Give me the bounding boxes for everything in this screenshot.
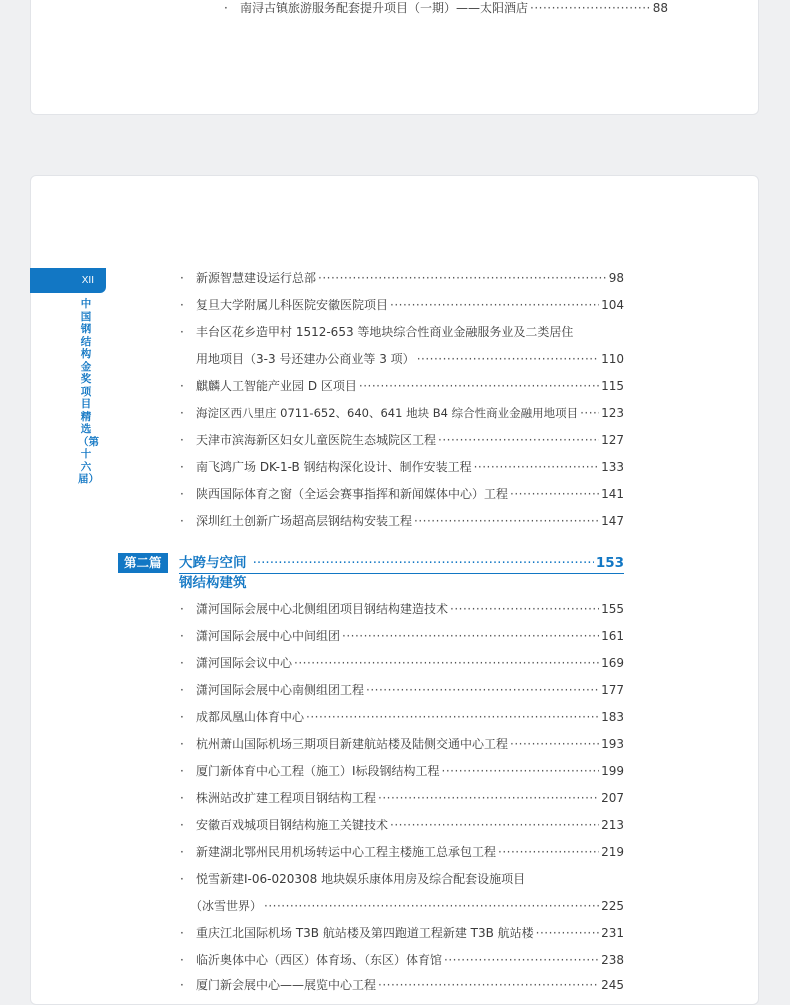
bullet-icon: ·: [180, 602, 184, 616]
bullet-icon: ·: [180, 379, 184, 393]
leader-dots: [264, 896, 599, 916]
bullet-icon: ·: [180, 683, 184, 697]
section-underline: [179, 573, 624, 574]
bullet-icon: ·: [180, 764, 184, 778]
toc-entry-title: 厦门新体育中心工程（施工）Ⅰ标段钢结构工程: [196, 764, 440, 778]
toc-entry[interactable]: [180, 295, 624, 315]
toc-entry[interactable]: [180, 761, 624, 781]
leader-dots: [438, 430, 599, 450]
toc-entry-page: 127: [601, 433, 624, 447]
toc-entry-title: 天津市滨海新区妇女儿童医院生态城院区工程: [196, 433, 437, 447]
toc-entry-page: 98: [608, 271, 624, 285]
toc-entry[interactable]: [180, 975, 624, 995]
toc-entry-title: 深圳红土创新广场超高层钢结构安装工程: [196, 514, 413, 528]
toc-entry-page: 199: [601, 764, 624, 778]
toc-entry-title: 南浔古镇旅游服务配套提升项目（一期）——太阳酒店: [240, 1, 529, 15]
leader-dots: [294, 653, 599, 673]
bullet-icon: ·: [180, 737, 184, 751]
bullet-icon: ·: [224, 1, 228, 15]
toc-entry-page: 177: [601, 683, 624, 697]
bullet-icon: ·: [180, 791, 184, 805]
toc-entry-page: 245: [601, 978, 624, 992]
toc-entry-title: 丰台区花乡造甲村 1512-653 等地块综合性商业金融服务业及二类居住: [196, 325, 574, 339]
bullet-icon: ·: [180, 978, 184, 992]
toc-entry[interactable]: [180, 599, 624, 619]
bullet-icon: ·: [180, 271, 184, 285]
toc-entry-title: 陕西国际体育之窗（全运会赛事指挥和新闻媒体中心）工程: [196, 487, 509, 501]
leader-dots: [414, 511, 599, 531]
toc-entry-page: 147: [601, 514, 624, 528]
toc-entry-page: 225: [601, 899, 624, 913]
leader-dots: [253, 553, 594, 573]
toc-entry-title: 麒麟人工智能产业园 D 区项目: [196, 379, 357, 393]
bullet-icon: ·: [180, 629, 184, 643]
leader-dots: [366, 680, 599, 700]
leader-dots: [359, 376, 599, 396]
book-title-vertical: 中国钢结构金奖项目精选（第十六届）: [78, 298, 99, 485]
toc-entry-title: 潇河国际会展中心北侧组团项目钢结构建造技术: [196, 602, 449, 616]
bullet-icon: ·: [180, 298, 184, 312]
toc-entry[interactable]: [180, 511, 624, 531]
toc-entry-continuation[interactable]: [196, 349, 624, 369]
toc-entry[interactable]: [180, 626, 624, 646]
toc-entry[interactable]: [180, 403, 624, 423]
toc-entry[interactable]: [180, 322, 624, 342]
leader-dots: [378, 788, 599, 808]
toc-entry[interactable]: [180, 457, 624, 477]
toc-entry-page: 193: [601, 737, 624, 751]
toc-entry-title: 厦门新会展中心——展览中心工程: [196, 978, 377, 992]
toc-entry-page: 219: [601, 845, 624, 859]
toc-entry-title: 潇河国际会展中心中间组团: [196, 629, 341, 643]
leader-dots: [580, 403, 599, 423]
bullet-icon: ·: [180, 487, 184, 501]
bullet-icon: ·: [180, 953, 184, 967]
toc-entry-page: 141: [601, 487, 624, 501]
toc-entry-page: 183: [601, 710, 624, 724]
toc-entry-page: 115: [601, 379, 624, 393]
toc-entry[interactable]: [180, 707, 624, 727]
toc-entry-title: 复旦大学附属儿科医院安徽医院项目: [196, 298, 389, 312]
toc-entry[interactable]: [180, 484, 624, 504]
toc-entry-page: 213: [601, 818, 624, 832]
toc-entry[interactable]: [180, 815, 624, 835]
leader-dots: [417, 349, 599, 369]
toc-entry[interactable]: [180, 923, 624, 943]
toc-entry-page: 133: [601, 460, 624, 474]
toc-entry-title: 临沂奥体中心（西区）体育场、（东区）体育馆: [196, 953, 443, 967]
bullet-icon: ·: [180, 514, 184, 528]
bullet-icon: ·: [180, 926, 184, 940]
toc-entry-title: 株洲站改扩建工程项目钢结构工程: [196, 791, 377, 805]
section-heading[interactable]: [118, 553, 624, 591]
leader-dots: [378, 975, 599, 995]
bullet-icon: ·: [180, 710, 184, 724]
toc-entry[interactable]: [180, 430, 624, 450]
toc-entry-title: 悦雪新建Ⅰ-06-020308 地块娱乐康体用房及综合配套设施项目: [196, 872, 526, 886]
toc-entry-page: 207: [601, 791, 624, 805]
toc-entry-title: 重庆江北国际机场 T3B 航站楼及第四跑道工程新建 T3B 航站楼: [196, 926, 534, 940]
toc-entry-page: 231: [601, 926, 624, 940]
toc-entry-title: 潇河国际会展中心南侧组团工程: [196, 683, 365, 697]
toc-entry-page: 88: [652, 1, 668, 15]
toc-entry-title: 海淀区西八里庄 0711-652、640、641 地块 B4 综合性商业金融用地项目: [196, 406, 579, 420]
toc-entry-page: 169: [601, 656, 624, 670]
toc-entry-title: 新建湖北鄂州民用机场转运中心工程主楼施工总承包工程: [196, 845, 497, 859]
leader-dots: [450, 599, 599, 619]
toc-entry[interactable]: [180, 869, 624, 889]
leader-dots: [390, 295, 599, 315]
toc-entry[interactable]: [180, 376, 624, 396]
leader-dots: [510, 484, 599, 504]
leader-dots: [306, 707, 599, 727]
bullet-icon: ·: [180, 818, 184, 832]
toc-entry-title: 成都凤凰山体育中心: [196, 710, 305, 724]
bullet-icon: ·: [180, 845, 184, 859]
leader-dots: [510, 734, 599, 754]
toc-entry[interactable]: [224, 0, 668, 18]
page-number: XII: [81, 275, 94, 286]
toc-entry-title: 杭州萧山国际机场三期项目新建航站楼及陆侧交通中心工程: [196, 737, 509, 751]
bullet-icon: ·: [180, 872, 184, 886]
section-title: 大跨与空间钢结构建筑: [179, 555, 247, 591]
toc-entry-title: 新源智慧建设运行总部: [196, 271, 317, 285]
bullet-icon: ·: [180, 325, 184, 339]
leader-dots: [442, 761, 600, 781]
toc-entry[interactable]: [180, 268, 624, 288]
leader-dots: [318, 268, 607, 288]
bullet-icon: ·: [180, 406, 184, 420]
section-page: 153: [595, 555, 624, 571]
leader-dots: [474, 457, 600, 477]
toc-entry-page: 238: [601, 953, 624, 967]
leader-dots: [342, 626, 599, 646]
bullet-icon: ·: [180, 433, 184, 447]
leader-dots: [530, 0, 651, 18]
bullet-icon: ·: [180, 460, 184, 474]
toc-entry-title-continued: （冰雪世界）: [190, 899, 263, 913]
toc-entry-title-continued: 用地项目（3-3 号还建办公商业等 3 项）: [196, 352, 415, 366]
toc-entry-title: 南飞鸿广场 DK-1-B 钢结构深化设计、制作安装工程: [196, 460, 472, 474]
toc-entry-page: 155: [601, 602, 624, 616]
page-number-tab: [30, 268, 106, 293]
toc-entry-page: 104: [601, 298, 624, 312]
bullet-icon: ·: [180, 656, 184, 670]
toc-entry-title: 安徽百戏城项目钢结构施工关键技术: [196, 818, 389, 832]
leader-dots: [536, 923, 599, 943]
toc-entry-page: 123: [601, 406, 624, 420]
toc-entry[interactable]: [180, 680, 624, 700]
toc-entry[interactable]: [180, 842, 624, 862]
toc-entry[interactable]: [180, 653, 624, 673]
leader-dots: [390, 815, 599, 835]
toc-entry-continuation[interactable]: [190, 896, 624, 916]
toc-entry[interactable]: [180, 788, 624, 808]
toc-entry[interactable]: [180, 734, 624, 754]
section-badge: 第二篇: [118, 553, 168, 573]
leader-dots: [444, 950, 599, 970]
leader-dots: [498, 842, 599, 862]
toc-entry-page: 110: [601, 352, 624, 366]
toc-entry-title: 潇河国际会议中心: [196, 656, 293, 670]
toc-entry[interactable]: [180, 950, 624, 970]
toc-entry-page: 161: [601, 629, 624, 643]
